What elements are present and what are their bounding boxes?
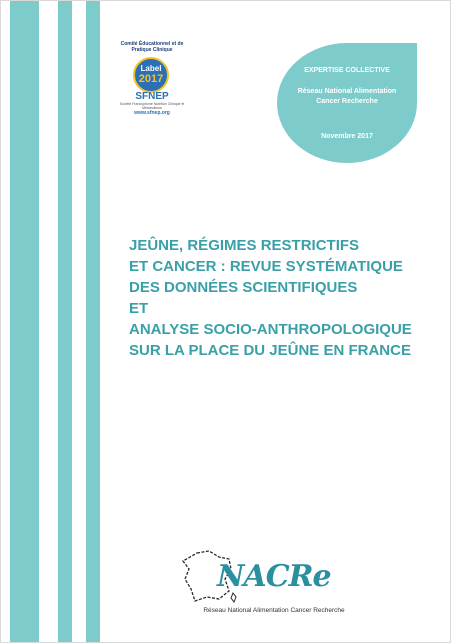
expertise-title: EXPERTISE COLLECTIVE	[304, 67, 390, 74]
badge-disc	[133, 57, 169, 93]
title-line: ET	[129, 300, 149, 317]
title-line: SUR LA PLACE DU JEÛNE EN FRANCE	[129, 342, 411, 359]
title-line: JEÛNE, RÉGIMES RESTRICTIFS	[129, 237, 360, 254]
decorative-stripe	[86, 1, 100, 643]
badge-committee: Comité Éducationnel et de Pratique Clinique	[120, 41, 184, 53]
nacre-logo-text: NACRe	[217, 559, 331, 594]
decorative-stripe	[10, 1, 39, 643]
badge-society: SFNEP	[135, 91, 169, 102]
expertise-organization: Réseau National Alimentation Cancer Recherche	[297, 88, 397, 105]
nacre-logo-subtitle: Réseau National Alimentation Cancer Recherche	[203, 607, 345, 614]
badge-label-year: 2017	[138, 73, 164, 85]
title-line: ET CANCER : REVUE SYSTÉMATIQUE	[129, 258, 403, 275]
document-title	[129, 235, 449, 361]
label-badge-icon	[116, 41, 188, 123]
title-line: ANALYSE SOCIO-ANTHROPOLOGIQUE	[129, 321, 412, 338]
badge-label-word: Label	[140, 64, 162, 73]
expertise-date: Novembre 2017	[321, 133, 373, 140]
expertise-bubble	[277, 43, 417, 163]
nacre-logo	[179, 549, 369, 619]
title-line: DES DONNÉES SCIENTIFIQUES	[129, 279, 358, 296]
badge-url: www.sfnep.org	[134, 110, 170, 116]
badge-society-full: Société Francophone Nutrition Clinique et Métabolisme	[119, 102, 185, 110]
decorative-stripe	[58, 1, 72, 643]
